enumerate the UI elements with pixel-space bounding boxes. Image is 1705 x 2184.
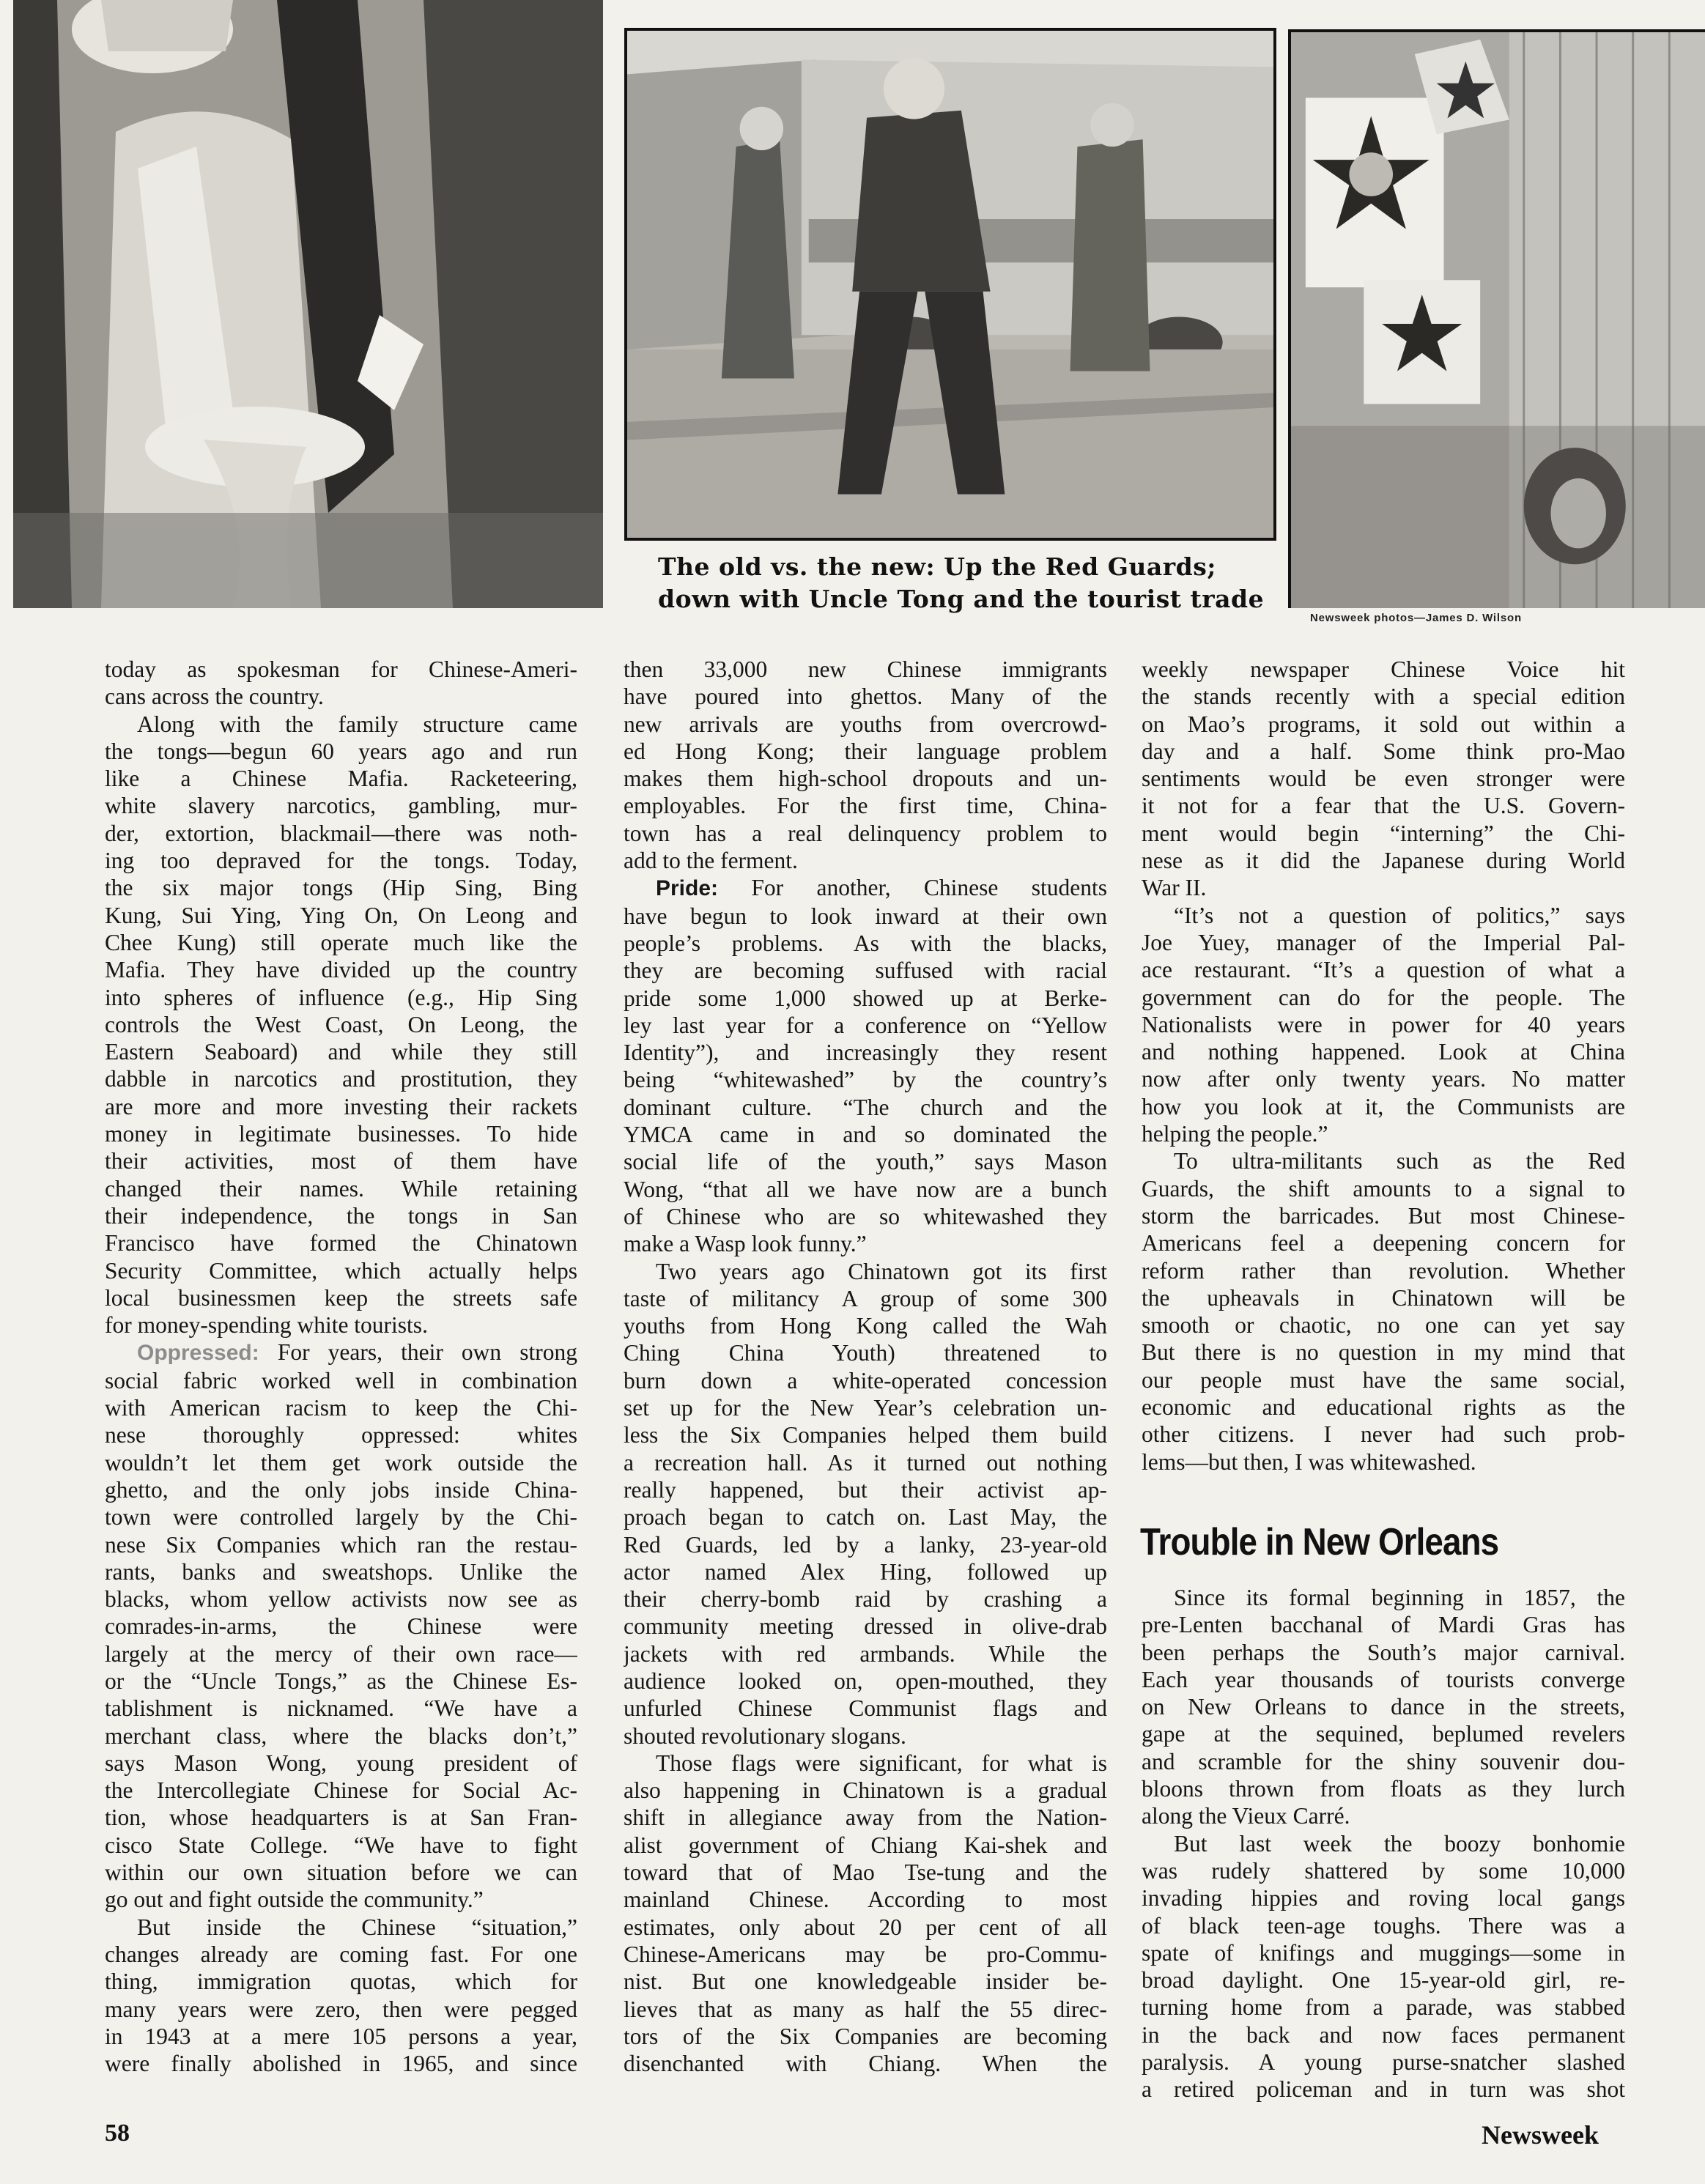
text-line: Americans feel a deepening concern for <box>1142 1230 1625 1256</box>
caption-line-1: The old vs. the new: Up the Red Guards; <box>658 552 1216 581</box>
text-line: shift in allegiance away from the Nation- <box>624 1804 1107 1831</box>
text-line: pride some 1,000 showed up at Berke- <box>624 985 1107 1011</box>
text-line: changes already are coming fast. For one <box>105 1941 577 1967</box>
text-line: nese thoroughly oppressed: whites <box>105 1422 577 1448</box>
text-line: Red Guards, led by a lanky, 23-year-old <box>624 1531 1107 1558</box>
magazine-name: Newsweek <box>1482 2120 1599 2150</box>
text-line: employables. For the first time, China- <box>624 793 1107 819</box>
text-line: go out and fight outside the community.” <box>105 1887 484 1913</box>
text-line: the stands recently with a special edition <box>1142 684 1625 710</box>
text-line: reform rather than revolution. Whether <box>1142 1257 1625 1284</box>
text-line: make a Wasp look funny.” <box>624 1231 867 1257</box>
text-line: ley last year for a conference on “Yellow <box>624 1012 1107 1038</box>
text-line: paralysis. A young purse-snatcher slashed <box>1142 2049 1625 2076</box>
text-line: gape at the sequined, beplumed revelers <box>1142 1721 1625 1747</box>
text-line: along the Vieux Carré. <box>1142 1803 1350 1829</box>
text-line: tion, whose headquarters is at San Fran- <box>105 1804 577 1831</box>
text-line: thing, immigration quotas, which for <box>105 1969 577 1995</box>
text-line: YMCA came in and so dominated the <box>624 1122 1107 1148</box>
text-line: many years were zero, then were pegged <box>105 1996 577 2022</box>
text-line: town were controlled largely by the Chi- <box>105 1504 577 1530</box>
subhead-pride: Pride: <box>656 876 719 901</box>
text-line: To ultra-militants such as the Red <box>1174 1148 1625 1174</box>
text-line: have poured into ghettos. Many of the <box>624 684 1107 710</box>
text-line: shouted revolutionary slogans. <box>624 1722 906 1749</box>
text-line: Chee Kung) still operate much like the <box>105 929 577 955</box>
text-line: then 33,000 new Chinese immigrants <box>624 656 1107 682</box>
text-line: a retired policeman and in turn was shot <box>1142 2076 1625 2103</box>
photo-red-guards <box>624 28 1276 541</box>
photo-uncle-tong <box>13 0 603 608</box>
article-headline: Trouble in New Orleans <box>1140 1521 1499 1563</box>
text-line: dominant culture. “The church and the <box>624 1094 1107 1120</box>
text-line: ing too depraved for the tongs. Today, <box>105 848 577 874</box>
text-line: wouldn’t let them get work outside the <box>105 1449 577 1476</box>
text-line: or the “Uncle Tongs,” as the Chinese Es- <box>105 1667 577 1694</box>
text-line: nese as it did the Japanese during World <box>1142 848 1625 874</box>
text-line: their cherry-bomb raid by crashing a <box>624 1586 1107 1613</box>
text-line: Eastern Seaboard) and while they still <box>105 1039 577 1065</box>
text-line: the upheavals in Chinatown will be <box>1142 1284 1625 1311</box>
text-line: ed Hong Kong; their language problem <box>624 738 1107 764</box>
article-column-1 <box>105 656 577 2077</box>
page-number: 58 <box>105 2120 130 2147</box>
text-line: and scramble for the shiny souvenir dou- <box>1142 1748 1625 1774</box>
text-line: proach began to catch on. Last May, the <box>624 1504 1107 1530</box>
text-line: jackets with red armbands. While the <box>624 1640 1107 1667</box>
text-line: youths from Hong Kong called the Wah <box>624 1313 1107 1339</box>
text-line: government can do for the people. The <box>1142 984 1625 1010</box>
text-line: Nationalists were in power for 40 years <box>1142 1011 1625 1037</box>
text-line: War II. <box>1142 875 1207 901</box>
text-line: Along with the family structure came <box>137 711 577 737</box>
text-line: lieves that as many as half the 55 direc- <box>624 1996 1107 2022</box>
photo-red-guards-image <box>627 31 1273 538</box>
article-column-3-continued <box>1142 1584 1625 2103</box>
text-line: nese Six Companies which ran the restau- <box>105 1531 577 1558</box>
text-line: Francisco have formed the Chinatown <box>105 1230 577 1256</box>
photo-mao-posters-image <box>1291 32 1705 608</box>
text-line: set up for the New Year’s celebration un- <box>624 1395 1107 1421</box>
text-line: social life of the youth,” says Mason <box>624 1149 1107 1175</box>
text-line: Identity”), and increasingly they resent <box>624 1040 1107 1066</box>
text-line: their activities, most of them have <box>105 1148 577 1174</box>
text-line: But last week the boozy bonhomie <box>1174 1830 1625 1857</box>
text-line: mainland Chinese. According to most <box>624 1887 1107 1913</box>
text-line: local businessmen keep the streets safe <box>105 1284 577 1311</box>
text-line: “It’s not a question of politics,” says <box>1174 902 1625 928</box>
text-line: broad daylight. One 15-year-old girl, re- <box>1142 1967 1625 1994</box>
text-line <box>105 1339 577 1366</box>
photo-caption <box>658 551 1265 615</box>
text-line: ace restaurant. “It’s a question of what a <box>1142 957 1625 983</box>
text-line: they are becoming suffused with racial <box>624 958 1107 984</box>
text-line: really happened, but their activist ap- <box>624 1476 1107 1503</box>
text-line: der, extortion, blackmail—there was noth- <box>105 820 577 846</box>
text-line: tors of the Six Companies are becoming <box>624 2023 1107 2049</box>
text-line: money in legitimate businesses. To hide <box>105 1121 577 1147</box>
text-line: less the Six Companies helped them build <box>624 1422 1107 1448</box>
text-line: Two years ago Chinatown got its first <box>656 1258 1107 1284</box>
text-line: bloons thrown from floats as they lurch <box>1142 1776 1625 1802</box>
text-line: like a Chinese Mafia. Racketeering, <box>105 766 577 792</box>
text-line: makes them high-school dropouts and un- <box>624 766 1107 792</box>
text-line: are more and more investing their rackets <box>105 1093 577 1119</box>
text-line: audience looked on, open-mouthed, they <box>624 1667 1107 1694</box>
text-line: how you look at it, the Communists are <box>1142 1093 1625 1119</box>
text-line: Chinese-Americans may be pro-Commu- <box>624 1941 1107 1967</box>
text-line: with American racism to keep the Chi- <box>105 1395 577 1421</box>
text-line: comrades-in-arms, the Chinese were <box>105 1613 577 1640</box>
text-line: tablishment is nicknamed. “We have a <box>105 1695 577 1722</box>
text-line: cisco State College. “We have to fight <box>105 1832 577 1858</box>
text-line: a recreation hall. As it turned out nothing <box>624 1449 1107 1476</box>
photo-mao-posters <box>1288 29 1705 608</box>
text-line: economic and educational rights as the <box>1142 1394 1625 1421</box>
text-line: disenchanted with Chiang. When the <box>624 2051 1107 2077</box>
text-line: says Mason Wong, young president of <box>105 1750 577 1776</box>
subhead-oppressed: Oppressed: <box>137 1341 259 1366</box>
text-line: alist government of Chiang Kai-shek and <box>624 1832 1107 1858</box>
text-line: storm the barricades. But most Chinese- <box>1142 1202 1625 1229</box>
text-line: nist. But one knowledgeable insider be- <box>624 1969 1107 1995</box>
text-line: merchant class, where the blacks don’t,” <box>105 1722 577 1749</box>
photo-uncle-tong-image <box>13 0 603 608</box>
text-line: estimates, only about 20 per cent of all <box>624 1914 1107 1940</box>
text-line: within our own situation before we can <box>105 1859 577 1886</box>
text-line: blacks, whom yellow activists now see as <box>105 1586 577 1613</box>
text-line <box>624 874 1107 902</box>
text-line: toward that of Mao Tse-tung and the <box>624 1859 1107 1886</box>
text-line: But inside the Chinese “situation,” <box>137 1914 577 1940</box>
text-line: Wong, “that all we have now are a bunch <box>624 1176 1107 1202</box>
text-line: into spheres of influence (e.g., Hip Sing <box>105 984 577 1010</box>
caption-line-2: down with Uncle Tong and the tourist trade <box>658 585 1265 613</box>
text-line: Ching China Youth) threatened to <box>624 1340 1107 1366</box>
text-line: being “whitewashed” by the country’s <box>624 1067 1107 1093</box>
article-column-3 <box>1142 656 1625 1476</box>
text-line: were finally abolished in 1965, and since <box>105 2051 577 2077</box>
text-line: and nothing happened. Look at China <box>1142 1039 1625 1065</box>
text-line: cans across the country. <box>105 684 324 710</box>
text-line: helping the people.” <box>1142 1121 1328 1147</box>
text-line: white slavery narcotics, gambling, mur- <box>105 793 577 819</box>
text-line: rants, banks and sweatshops. Unlike the <box>105 1558 577 1585</box>
text-line: pre-Lenten bacchanal of Mardi Gras has <box>1142 1612 1625 1638</box>
text-line: burn down a white-operated concession <box>624 1367 1107 1393</box>
text-line: weekly newspaper Chinese Voice hit <box>1142 656 1625 682</box>
text-line: in 1943 at a mere 105 persons a year, <box>105 2023 577 2049</box>
text-line: the six major tongs (Hip Sing, Bing <box>105 875 577 901</box>
article-column-2 <box>624 656 1107 2077</box>
text-line: other citizens. I never had such prob- <box>1142 1421 1625 1448</box>
text-line: of Chinese who are so whitewashed they <box>624 1203 1107 1229</box>
text-line: lems—but then, I was whitewashed. <box>1142 1448 1476 1475</box>
text-line: Since its formal beginning in 1857, the <box>1174 1585 1625 1610</box>
text-line: the tongs—begun 60 years ago and run <box>105 738 577 764</box>
text-line: day and a half. Some think pro-Mao <box>1142 738 1625 764</box>
text-line: invading hippies and roving local gangs <box>1142 1885 1625 1911</box>
text-line: community meeting dressed in olive-drab <box>624 1613 1107 1640</box>
text-line: was rudely shattered by some 10,000 <box>1142 1857 1625 1884</box>
text-line: But there is no question in my mind that <box>1142 1339 1625 1366</box>
text-line: Those flags were significant, for what is <box>656 1750 1107 1776</box>
text-line: the Intercollegiate Chinese for Social Ac- <box>105 1777 577 1804</box>
text-line: now after only twenty years. No matter <box>1142 1066 1625 1092</box>
text-fragment: For another, Chinese students <box>751 875 1107 901</box>
text-line: add to the ferment. <box>624 848 798 874</box>
text-line: unfurled Chinese Communist flags and <box>624 1695 1107 1722</box>
text-line: today as spokesman for Chinese-Ameri- <box>105 656 577 682</box>
text-line: actor named Alex Hing, followed up <box>624 1558 1107 1585</box>
text-line: it not for a fear that the U.S. Govern- <box>1142 793 1625 819</box>
text-line: ment would begin “interning” the Chi- <box>1142 820 1625 846</box>
text-line: taste of militancy A group of some 300 <box>624 1285 1107 1311</box>
text-line: on New Orleans to dance in the streets, <box>1142 1694 1625 1720</box>
text-line: social fabric worked well in combination <box>105 1367 577 1393</box>
text-line: Security Committee, which actually helps <box>105 1257 577 1284</box>
text-line: Kung, Sui Ying, Ying On, On Leong and <box>105 902 577 928</box>
text-line: spate of knifings and muggings—some in <box>1142 1939 1625 1966</box>
text-line: changed their names. While retaining <box>105 1175 577 1202</box>
text-line: also happening in Chinatown is a gradual <box>624 1777 1107 1804</box>
text-line: turning home from a parade, was stabbed <box>1142 1994 1625 2021</box>
text-line: Mafia. They have divided up the country <box>105 957 577 983</box>
text-line: their independence, the tongs in San <box>105 1202 577 1229</box>
text-line: controls the West Coast, On Leong, the <box>105 1011 577 1037</box>
text-line: dabble in narcotics and prostitution, they <box>105 1066 577 1092</box>
text-line: new arrivals are youths from overcrowd- <box>624 711 1107 737</box>
text-line: in the back and now faces permanent <box>1142 2021 1625 2048</box>
text-line: people’s problems. As with the blacks, <box>624 930 1107 956</box>
photo-credit: Newsweek photos—James D. Wilson <box>1310 612 1522 624</box>
text-line: on Mao’s programs, it sold out within a <box>1142 711 1625 737</box>
text-fragment: For years, their own strong <box>277 1339 577 1366</box>
text-line: been perhaps the South’s major carnival. <box>1142 1639 1625 1665</box>
text-line: ghetto, and the only jobs inside China- <box>105 1476 577 1503</box>
text-line: Joe Yuey, manager of the Imperial Pal- <box>1142 929 1625 955</box>
text-line: town has a real delinquency problem to <box>624 820 1107 846</box>
text-line: for money-spending white tourists. <box>105 1312 428 1339</box>
text-line: largely at the mercy of their own race— <box>105 1640 577 1667</box>
text-line: have begun to look inward at their own <box>624 903 1107 929</box>
text-line: Guards, the shift amounts to a signal to <box>1142 1175 1625 1202</box>
text-line: of black teen-age toughs. There was a <box>1142 1912 1625 1939</box>
text-line: our people must have the same social, <box>1142 1366 1625 1393</box>
text-line: smooth or chaotic, no one can yet say <box>1142 1312 1625 1339</box>
text-line: sentiments would be even stronger were <box>1142 766 1625 792</box>
text-line: Each year thousands of tourists converge <box>1142 1666 1625 1692</box>
